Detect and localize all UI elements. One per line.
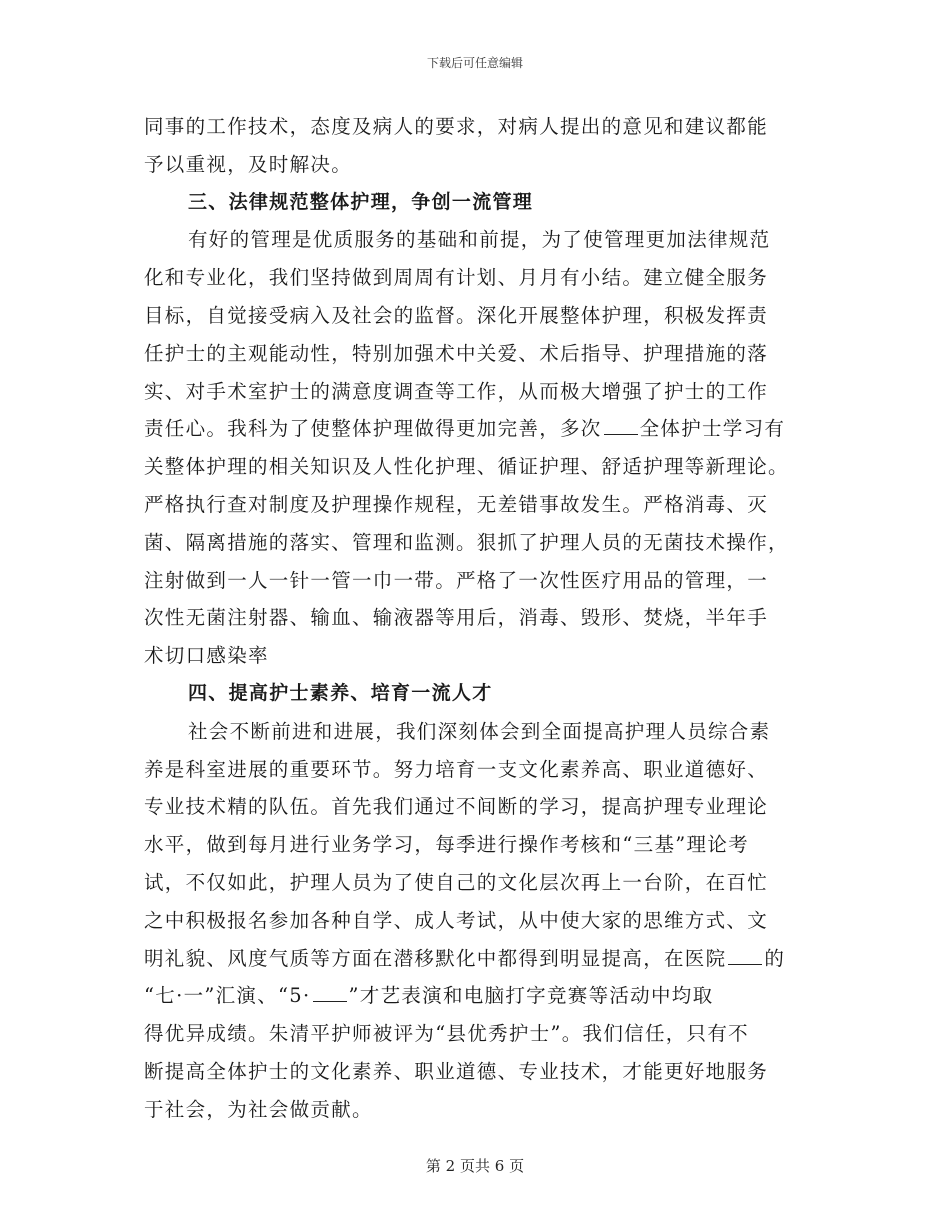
header-note: 下载后可任意编辑: [426, 56, 523, 70]
text-segment: ”才艺表演和电脑打字竞赛等活动中均取: [348, 984, 714, 1008]
section-heading-4: 四、提高护士素养、培育一流人才: [188, 681, 493, 704]
text-line: 得优异成绩。朱清平护师被评为“县优秀护士”。我们信任，只有不: [144, 1022, 749, 1046]
text-line: 任护士的主观能动性，特别加强术中关爱、术后指导、护理措施的落: [144, 341, 769, 365]
blank-underline: [313, 987, 347, 1002]
text-line: [144, 410, 806, 448]
blank-underline: [604, 420, 638, 435]
document-body: [144, 108, 806, 1129]
text-segment: 明礼貌、风度气质等方面在潜移默化中都得到明显提高，在医院: [144, 946, 727, 970]
text-line: 社会不断前进和进展，我们深刻体会到全面提高护理人员综合素: [188, 719, 771, 743]
text-line: 水平，做到每月进行业务学习，每季进行操作考核和“三基”理论考: [144, 833, 749, 857]
text-line: 试，不仅如此，护理人员为了使自己的文化层次再上一台阶，在百忙: [144, 870, 769, 894]
text-line: [144, 977, 806, 1015]
text-line: 化和专业化，我们坚持做到周周有计划、月月有小结。建立健全服务: [144, 266, 769, 290]
text-line: 养是科室进展的重要环节。努力培育一支文化素养高、职业道德好、: [144, 757, 769, 781]
text-line: 次性无菌注射器、输血、输液器等用后，消毒、毁形、焚烧，半年手: [144, 606, 769, 630]
text-line: 实、对手术室护士的满意度调查等工作，从而极大增强了护士的工作: [144, 379, 769, 403]
text-line: 注射做到一人一针一管一巾一带。严格了一次性医疗用品的管理，一: [144, 568, 769, 592]
section-heading-3: 三、法律规范整体护理，争创一流管理: [188, 190, 534, 213]
text-line: 之中积极报名参加各种自学、成人考试，从中使大家的思维方式、文: [144, 908, 769, 932]
text-line: 目标，自觉接受病入及社会的监督。深化开展整体护理，积极发挥责: [144, 303, 769, 327]
text-segment: “七·一”汇演、“5·: [144, 984, 311, 1008]
text-line: 术切口感染率: [144, 644, 269, 668]
text-line: 予以重视，及时解决。: [144, 152, 353, 176]
blank-underline: [728, 950, 762, 965]
text-line: 断提高全体护士的文化素养、职业道德、专业技术，才能更好地服务: [144, 1059, 769, 1083]
text-segment: 责任心。我科为了使整体护理做得更加完善，多次: [144, 417, 602, 441]
text-line: 有好的管理是优质服务的基础和前提，为了使管理更加法律规范: [188, 228, 771, 252]
text-segment: 全体护士学习有: [639, 417, 786, 441]
text-line: 菌、隔离措施的落实、管理和监测。狠抓了护理人员的无菌技术操作，: [144, 530, 789, 554]
text-line: 于社会，为社会做贡献。: [144, 1097, 373, 1121]
text-line: 严格执行查对制度及护理操作规程，无差错事故发生。严格消毒、灭: [144, 492, 769, 516]
page-number: 第 2 页共 6 页: [425, 1157, 525, 1175]
text-line: 关整体护理的相关知识及人性化护理、循证护理、舒适护理等新理论。: [144, 455, 789, 479]
text-segment: 的: [764, 946, 786, 970]
text-line: 同事的工作技术，态度及病人的要求，对病人提出的意见和建议都能: [144, 115, 769, 138]
text-line: [144, 940, 806, 978]
text-line: 专业技术精的队伍。首先我们通过不间断的学习，提高护理专业理论: [144, 795, 769, 819]
